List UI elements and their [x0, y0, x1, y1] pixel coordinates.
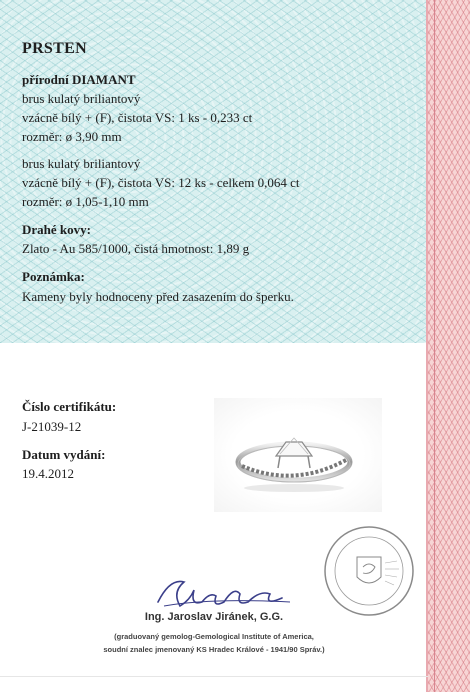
signature-scribble [150, 572, 300, 616]
metals-heading: Drahé kovy: [22, 222, 91, 237]
certificate-number: J-21039-12 [22, 419, 82, 434]
stone1-cut: brus kulatý briliantový [22, 91, 141, 106]
official-stamp [321, 523, 417, 619]
note-heading: Poznámka: [22, 269, 85, 284]
metals-value: Zlato - Au 585/1000, čistá hmotnost: 1,89 g [22, 241, 250, 256]
issue-date: 19.4.2012 [22, 466, 74, 481]
bottom-rule [0, 676, 428, 677]
signatory-credentials: (graduovaný gemolog-Gemological Institute of America, [114, 632, 314, 641]
item-title: PRSTEN [22, 40, 87, 57]
ring-photo [214, 398, 382, 512]
signatory-name: Ing. Jaroslav Jiránek, G.G. [144, 611, 284, 623]
stone2-quality: vzácně bílý + (F), čistota VS: 12 ks - celkem 0,064 ct [22, 175, 300, 190]
signatory-appointment: soudní znalec jmenovaný KS Hradec Králové - 1941/90 Správ.) [103, 645, 325, 654]
decorative-border-strip [426, 0, 470, 692]
stone2-size: rozměr: ø 1,05-1,10 mm [22, 194, 149, 209]
stone2-cut: brus kulatý briliantový [22, 156, 141, 171]
issue-date-label: Datum vydání: [22, 447, 106, 462]
ring-image [214, 398, 382, 512]
stone1-size: rozměr: ø 3,90 mm [22, 129, 122, 144]
stone1-quality: vzácně bílý + (F), čistota VS: 1 ks - 0,233 ct [22, 110, 253, 125]
stone1-heading: přírodní DIAMANT [22, 72, 136, 87]
note-value: Kameny byly hodnoceny před zasazením do šperku. [22, 289, 294, 304]
certificate-number-label: Číslo certifikátu: [22, 399, 117, 414]
